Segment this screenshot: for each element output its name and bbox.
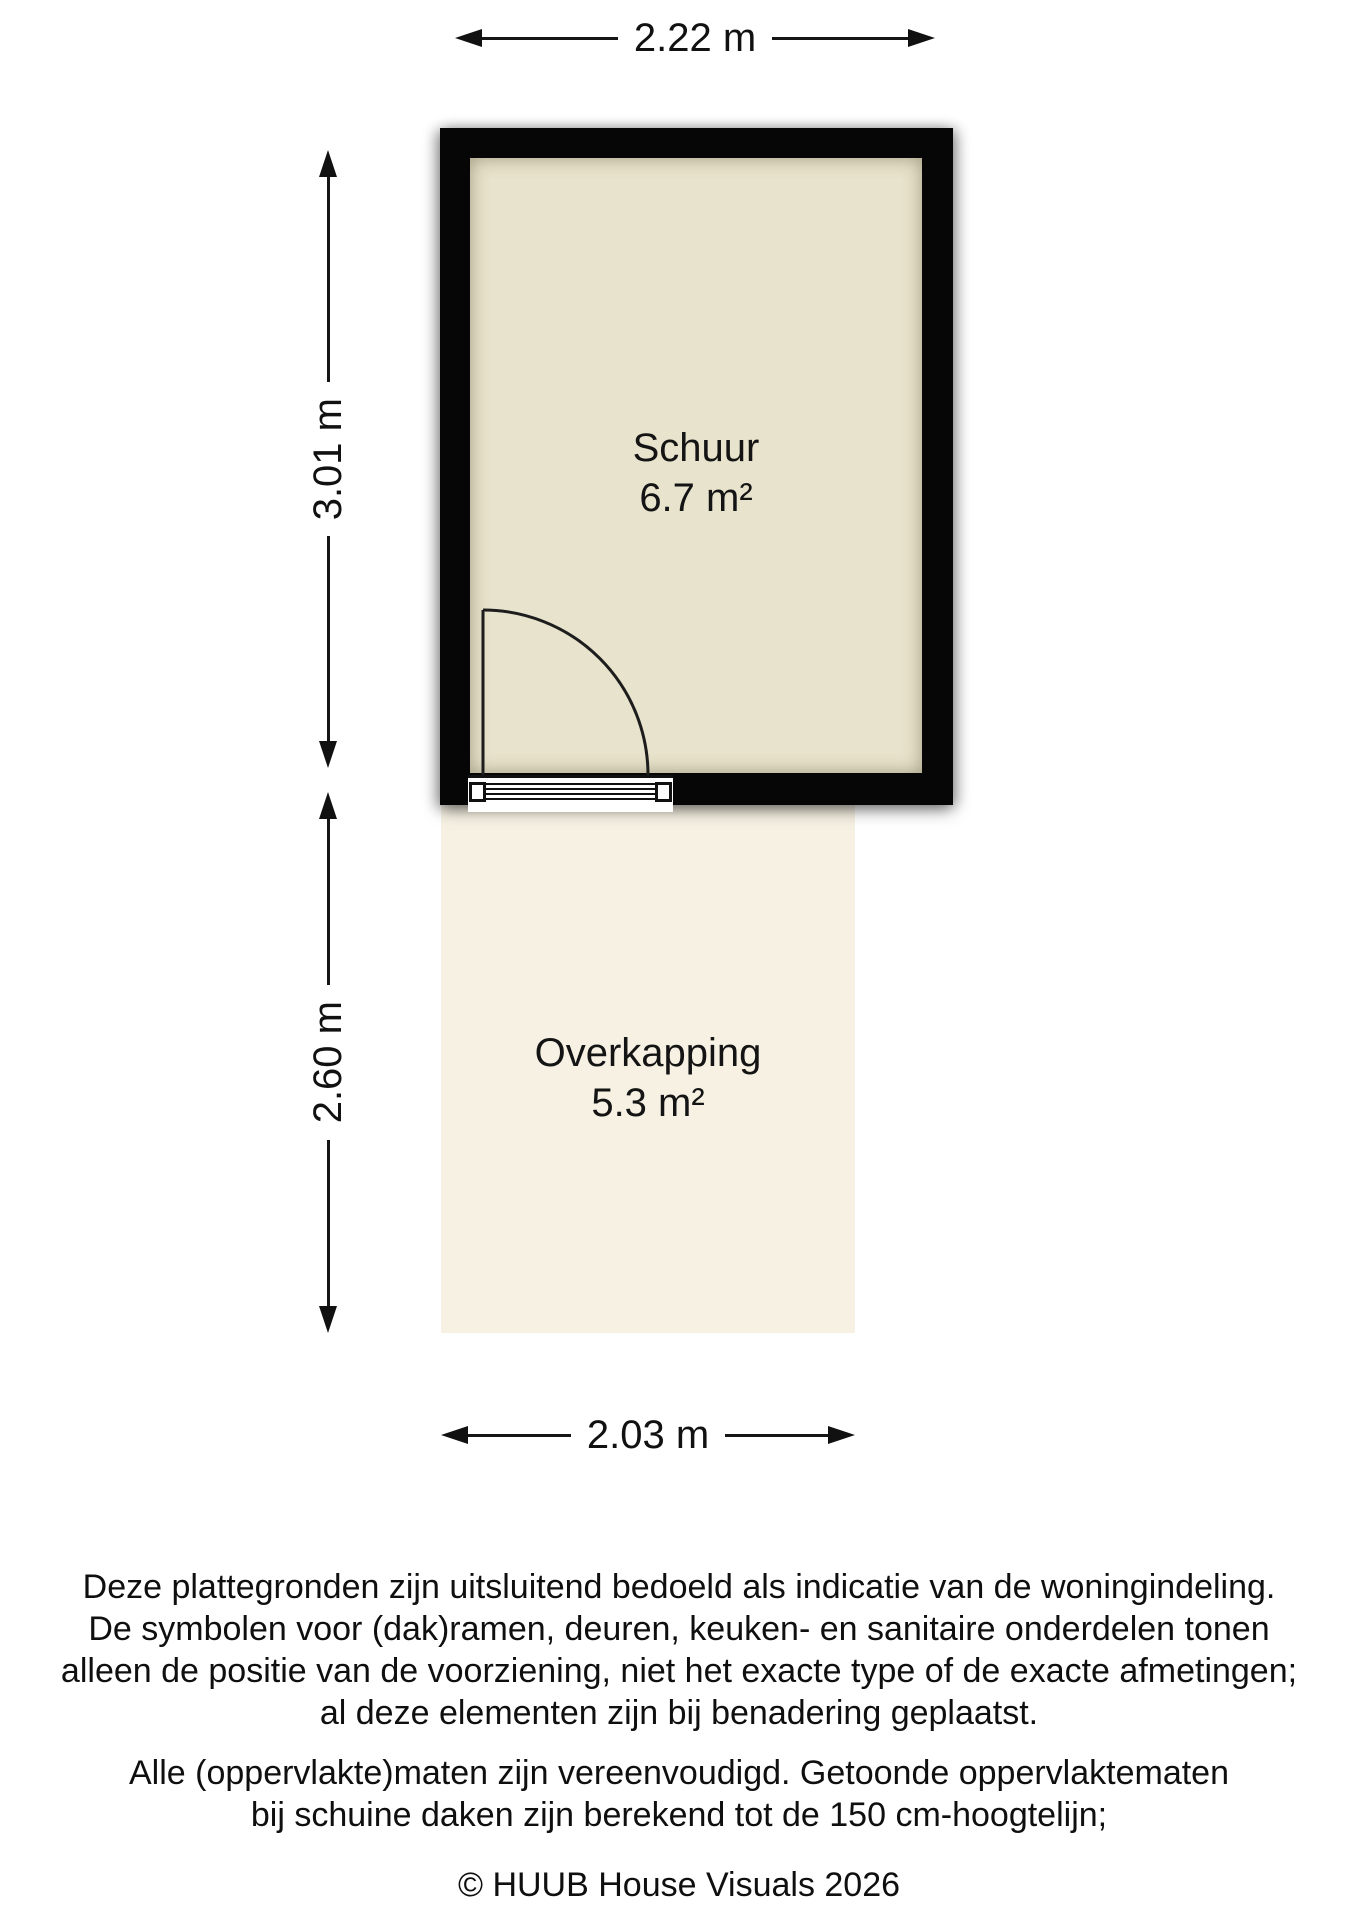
dimension-label: 2.60 m bbox=[306, 1001, 350, 1124]
dimension-label: 2.22 m bbox=[633, 16, 757, 60]
dimension-line bbox=[327, 177, 330, 382]
arrow-right-icon bbox=[828, 1426, 855, 1444]
room-label-overkapping bbox=[535, 1028, 762, 1128]
copyright-text: © HUUB House Visuals 2026 bbox=[457, 1866, 901, 1904]
room-label-schuur bbox=[633, 423, 760, 523]
dimension-line bbox=[482, 37, 618, 40]
arrow-left-icon bbox=[455, 29, 482, 47]
arrow-down-icon bbox=[319, 1306, 337, 1333]
dimension-label: 2.03 m bbox=[586, 1413, 710, 1457]
dimension-overkapping-width bbox=[441, 1415, 855, 1455]
disclaimer-line: Deze plattegronden zijn uitsluitend bedoeld als indicatie van de woningindeling. bbox=[82, 1568, 1276, 1606]
disclaimer-line: alleen de positie van de voorziening, niet het exacte type of de exacte afmetingen; bbox=[60, 1652, 1298, 1690]
room-area: 5.3 m² bbox=[591, 1081, 705, 1125]
dimension-label: 3.01 m bbox=[306, 397, 350, 521]
arrow-left-icon bbox=[441, 1426, 468, 1444]
dimension-line bbox=[327, 1140, 330, 1306]
dimension-line bbox=[772, 37, 908, 40]
arrow-right-icon bbox=[908, 29, 935, 47]
room-name: Overkapping bbox=[534, 1031, 762, 1075]
room-name: Schuur bbox=[632, 426, 760, 470]
arrow-down-icon bbox=[319, 741, 337, 768]
dimension-line bbox=[327, 536, 330, 741]
disclaimer-line: bij schuine daken zijn berekend tot de 150 cm-hoogtelijn; bbox=[250, 1796, 1108, 1834]
disclaimer-line: De symbolen voor (dak)ramen, deuren, keuken- en sanitaire onderdelen tonen bbox=[88, 1610, 1270, 1648]
disclaimer-paragraph-1 bbox=[0, 1566, 1358, 1734]
disclaimer-line: Alle (oppervlakte)maten zijn vereenvoudigd. Getoonde oppervlaktematen bbox=[129, 1754, 1229, 1792]
arrow-up-icon bbox=[319, 150, 337, 177]
arrow-up-icon bbox=[319, 792, 337, 819]
dimension-line bbox=[725, 1434, 828, 1437]
disclaimer-paragraph-2 bbox=[0, 1752, 1358, 1836]
dimension-line bbox=[468, 1434, 571, 1437]
dimension-schuur-width bbox=[455, 18, 935, 58]
room-area: 6.7 m² bbox=[639, 476, 753, 520]
disclaimer-line: al deze elementen zijn bij benadering geplaatst. bbox=[319, 1694, 1039, 1732]
footer-text-block bbox=[0, 1566, 1358, 1906]
dimension-line bbox=[327, 819, 330, 985]
dimension-schuur-height bbox=[308, 150, 348, 768]
dimension-overkapping-height bbox=[308, 792, 348, 1333]
